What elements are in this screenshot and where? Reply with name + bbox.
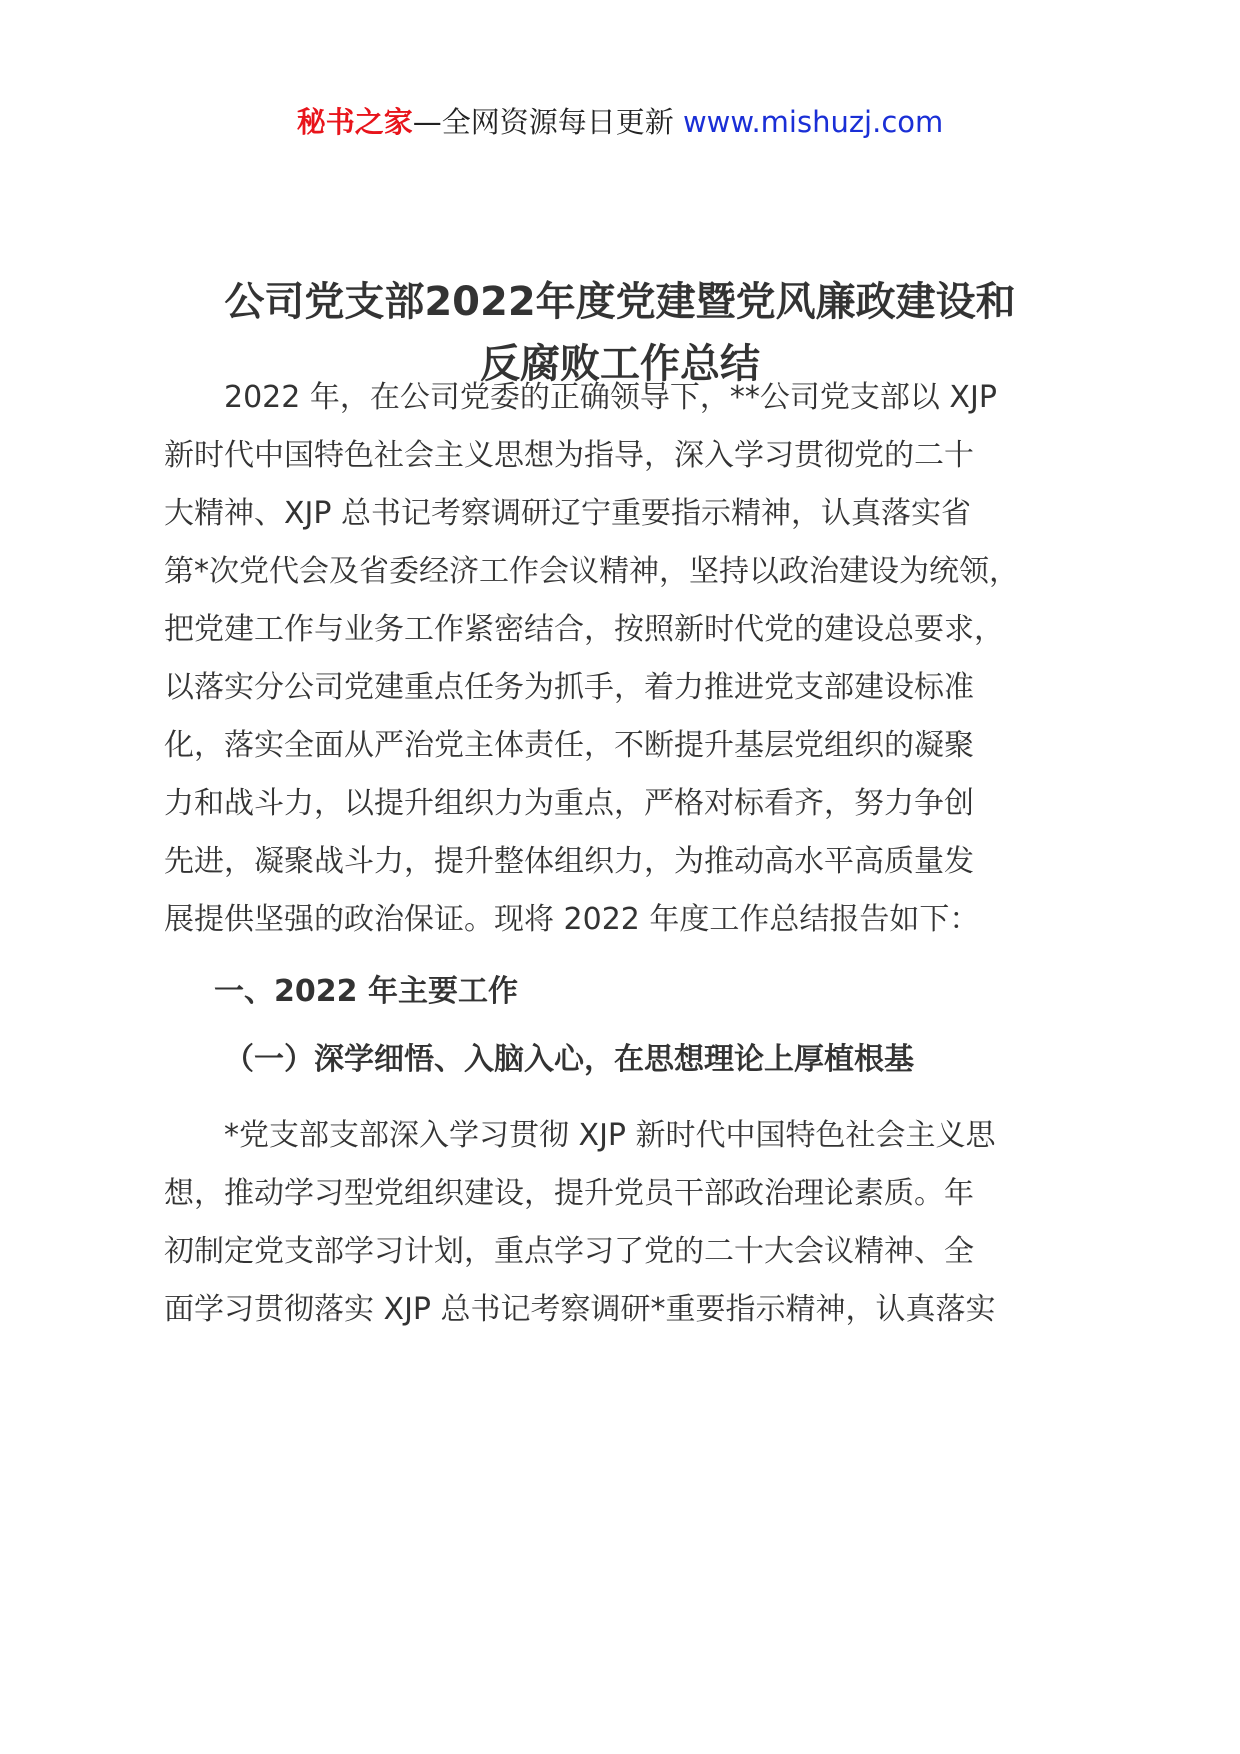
paragraph-1-line: 大精神、XJP 总书记考察调研辽宁重要指示精神，认真落实省 [164, 496, 972, 531]
paragraph-2-line: 初制定党支部学习计划，重点学习了党的二十大会议精神、全 [164, 1234, 974, 1269]
site-name: 秘书之家 [296, 105, 413, 139]
paragraph-1-line: 2022 年，在公司党委的正确领导下，**公司党支部以 XJP [164, 380, 997, 415]
paragraph-1-line: 把党建工作与业务工作紧密结合，按照新时代党的建设总要求， [164, 612, 1004, 647]
paragraph-1-line: 展提供坚强的政治保证。现将 2022 年度工作总结报告如下： [164, 902, 980, 937]
paragraph-1-line: 力和战斗力，以提升组织力为重点，严格对标看齐，努力争创 [164, 786, 974, 821]
section-heading-main-work: 一、2022 年主要工作 [214, 974, 518, 1009]
paragraph-1-line: 以落实分公司党建重点任务为抓手，着力推进党支部建设标准 [164, 670, 974, 705]
paragraph-2-line: 想，推动学习型党组织建设，提升党员干部政治理论素质。年 [164, 1176, 974, 1211]
site-url-link[interactable]: www.mishuzj.com [682, 105, 944, 139]
paragraph-1-line: 先进，凝聚战斗力，提升整体组织力，为推动高水平高质量发 [164, 844, 974, 879]
paragraph-1-line: 第*次党代会及省委经济工作会议精神，坚持以政治建设为统领， [164, 554, 1019, 589]
paragraph-2-line: 面学习贯彻落实 XJP 总书记考察调研*重要指示精神，认真落实 [164, 1292, 996, 1327]
site-header [0, 102, 1240, 142]
paragraph-2-line: *党支部支部深入学习贯彻 XJP 新时代中国特色社会主义思 [164, 1118, 996, 1153]
document-title-line-1: 公司党支部2022年度党建暨党风廉政建设和 [224, 279, 1016, 325]
subsection-heading-theory: （一）深学细悟、入脑入心，在思想理论上厚植根基 [224, 1042, 914, 1077]
paragraph-1-line: 新时代中国特色社会主义思想为指导，深入学习贯彻党的二十 [164, 438, 974, 473]
paragraph-1-line: 化，落实全面从严治党主体责任，不断提升基层党组织的凝聚 [164, 728, 974, 763]
site-slogan: —全网资源每日更新 [412, 105, 674, 139]
document-title-line-2: 反腐败工作总结 [480, 341, 760, 387]
